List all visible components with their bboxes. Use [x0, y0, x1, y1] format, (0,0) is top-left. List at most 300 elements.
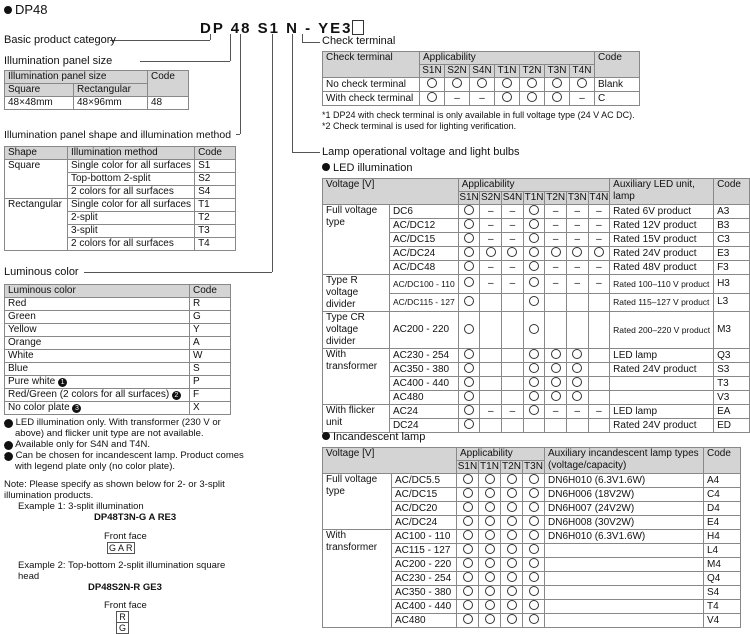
applicable-circle-icon [485, 558, 495, 568]
applicability-cell: – [502, 219, 524, 233]
applicable-circle-icon [551, 349, 561, 359]
table-cell: H3 [714, 275, 750, 294]
footnote-marker: 3 [4, 452, 13, 461]
connector-line [292, 34, 293, 152]
applicability-cell [501, 530, 523, 544]
table-cell: C3 [714, 233, 750, 247]
page-title: DP48 [4, 2, 48, 17]
applicability-cell [502, 391, 524, 405]
column-header: T1N [524, 192, 544, 203]
applicable-circle-icon [529, 233, 539, 243]
voltage-cell: AC200 - 220 [392, 558, 457, 572]
aux-cell [545, 614, 704, 628]
applicability-cell [545, 312, 567, 349]
aux-cell [545, 572, 704, 586]
applicable-circle-icon [551, 247, 561, 257]
header-cell: Check terminal [323, 52, 420, 78]
table-cell: S1 [195, 160, 236, 173]
applicability-cell [457, 502, 479, 516]
shape-cell: Square [5, 160, 68, 199]
applicability-cell [523, 544, 545, 558]
applicability-cell [588, 391, 610, 405]
column-header: T4N [589, 192, 609, 203]
applicability-cell [566, 419, 588, 433]
voltage-cell: DC24 [389, 419, 458, 433]
note-block [4, 479, 244, 634]
column-header: S1N [420, 65, 445, 78]
applicability-cell [470, 78, 495, 92]
applicability-cell [479, 488, 501, 502]
applicable-circle-icon [485, 600, 495, 610]
applicability-cell: – [502, 233, 524, 247]
applicability-cell: – [566, 261, 588, 275]
applicable-circle-icon [463, 600, 473, 610]
header-cell: Code [195, 147, 236, 160]
table-cell: X [190, 402, 231, 415]
footnote-text: Available only for S4N and T4N. [15, 439, 150, 450]
applicable-circle-icon [463, 572, 473, 582]
voltage-cell: DC6 [389, 205, 458, 219]
applicable-circle-icon [507, 600, 517, 610]
applicable-circle-icon [507, 572, 517, 582]
aux-cell [545, 558, 704, 572]
table-cell: F3 [714, 261, 750, 275]
applicability-cell [502, 293, 524, 312]
applicability-cell: – [480, 261, 502, 275]
table-cell: Q3 [714, 349, 750, 363]
table-cell: G [190, 311, 231, 324]
color-name: Yellow [8, 324, 37, 335]
applicable-circle-icon [464, 391, 474, 401]
voltage-cell: AC100 - 110 [392, 530, 457, 544]
applicable-circle-icon [464, 233, 474, 243]
applicable-circle-icon [572, 377, 582, 387]
table-cell: M4 [704, 558, 741, 572]
applicability-cell [520, 92, 545, 106]
applicable-circle-icon [529, 205, 539, 215]
applicability-cell [523, 391, 545, 405]
group-cell: With transformer [323, 530, 392, 628]
table-cell: H4 [704, 530, 741, 544]
example-1-code: DP48T3N-G A RE3 [94, 512, 177, 523]
table-row [5, 324, 231, 337]
front-face-box-2 [116, 611, 129, 634]
column-header: T3N [545, 65, 570, 78]
applicable-circle-icon [485, 544, 495, 554]
applicable-circle-icon [529, 572, 539, 582]
applicability-cell [545, 363, 567, 377]
header-cell: Shape [5, 147, 68, 160]
applicability-cell [523, 474, 545, 488]
applicable-circle-icon [529, 516, 539, 526]
applicability-cell [566, 391, 588, 405]
applicability-cell: – [566, 233, 588, 247]
connector-line [240, 34, 241, 134]
color-name: Red/Green (2 colors for all surfaces) [8, 389, 170, 400]
voltage-cell: AC115 - 127 [392, 544, 457, 558]
table-row [5, 199, 236, 212]
applicability-cell [502, 312, 524, 349]
applicable-circle-icon [529, 614, 539, 624]
table-row [5, 402, 231, 415]
applicable-circle-icon [464, 219, 474, 229]
front-face-label: Front face [104, 600, 147, 611]
table-row [5, 160, 236, 173]
color-cell [5, 376, 190, 389]
check-notes [322, 110, 635, 132]
applicability-cell [480, 419, 502, 433]
applicability-cell [480, 377, 502, 391]
applicability-cell [457, 586, 479, 600]
applicability-cell: – [566, 205, 588, 219]
table-cell: B3 [714, 219, 750, 233]
table-cell: A4 [704, 474, 741, 488]
applicability-cell [458, 312, 480, 349]
applicable-circle-icon [529, 349, 539, 359]
voltage-cell: AC24 [389, 405, 458, 419]
table-row [323, 349, 750, 363]
applicability-cell: – [480, 405, 502, 419]
applicability-cell [545, 293, 567, 312]
table-cell: 2-split [68, 212, 195, 225]
applicability-cell [545, 92, 570, 106]
applicability-cell: – [588, 205, 610, 219]
applicability-cell [501, 600, 523, 614]
table-cell: L3 [714, 293, 750, 312]
applicability-cell [479, 614, 501, 628]
applicable-circle-icon [485, 516, 495, 526]
voltage-label: Lamp operational voltage and light bulbs [322, 146, 520, 158]
applicability-cell [523, 219, 545, 233]
applicability-cell [523, 502, 545, 516]
color-name: Pure white [8, 376, 56, 387]
applicable-circle-icon [507, 474, 517, 484]
applicable-circle-icon [485, 474, 495, 484]
footnote-marker: 1 [4, 419, 13, 428]
applicable-circle-icon [529, 530, 539, 540]
table-row [5, 298, 231, 311]
applicability-cell [457, 488, 479, 502]
voltage-cell: AC/DC24 [389, 247, 458, 261]
applicability-cell [458, 205, 480, 219]
aux-cell: Rated 15V product [610, 233, 714, 247]
connector-line [292, 152, 320, 153]
applicability-cell [458, 219, 480, 233]
applicability-cell: – [480, 219, 502, 233]
applicability-cell: – [566, 219, 588, 233]
blank-code-box [352, 20, 364, 35]
applicable-circle-icon [552, 92, 562, 102]
applicable-circle-icon [507, 247, 517, 257]
applicability-cell: – [566, 405, 588, 419]
applicability-cell [480, 312, 502, 349]
applicable-circle-icon [551, 391, 561, 401]
applicable-circle-icon [463, 474, 473, 484]
table-row [323, 312, 750, 349]
check-note: *1 DP24 with check terminal is only available in full voltage type (24 V AC DC). [322, 110, 635, 120]
applicable-circle-icon [572, 391, 582, 401]
applicability-cell [570, 78, 595, 92]
applicable-circle-icon [502, 78, 512, 88]
header-cell: Auxiliary LED unit, lamp [610, 179, 714, 205]
table-cell: S [190, 363, 231, 376]
applicability-cell [457, 474, 479, 488]
luminous-label: Luminous color [4, 266, 79, 278]
applicable-circle-icon [427, 92, 437, 102]
applicable-circle-icon [486, 247, 496, 257]
applicable-circle-icon [552, 78, 562, 88]
applicability-cell [480, 391, 502, 405]
inc-table [322, 447, 741, 628]
footnote-marker: 1 [58, 378, 67, 387]
applicability-cell: – [545, 405, 567, 419]
table-row [5, 389, 231, 402]
voltage-cell: AC350 - 380 [389, 363, 458, 377]
footnote-text: Can be chosen for incandescent lamp. Product comes with legend plate only (no color plate). [15, 450, 244, 472]
aux-cell [545, 586, 704, 600]
applicability-cell [545, 391, 567, 405]
applicable-circle-icon [529, 363, 539, 373]
table-cell: S3 [714, 363, 750, 377]
voltage-cell: AC/DC20 [392, 502, 457, 516]
color-name: No color plate [8, 402, 70, 413]
applicability-cell [566, 377, 588, 391]
applicable-circle-icon [529, 558, 539, 568]
applicable-circle-icon [477, 78, 487, 88]
header-cell: Code [714, 179, 750, 205]
table-cell: T4 [704, 600, 741, 614]
column-header: S1N [457, 461, 478, 472]
face-bottom: G [118, 623, 126, 633]
applicability-cell [495, 78, 520, 92]
applicable-circle-icon [507, 544, 517, 554]
color-cell [5, 311, 190, 324]
applicability-cell [457, 544, 479, 558]
applicable-circle-icon [507, 488, 517, 498]
applicability-cell [501, 614, 523, 628]
applicability-cell [457, 614, 479, 628]
applicable-circle-icon [464, 296, 474, 306]
table-row [323, 405, 750, 419]
applicable-circle-icon [464, 363, 474, 373]
applicable-circle-icon [463, 502, 473, 512]
applicability-cell: – [566, 275, 588, 294]
table-row [5, 363, 231, 376]
check-table [322, 51, 640, 106]
table-row [323, 275, 750, 294]
header-cell: Voltage [V] [323, 179, 459, 205]
applicability-cell [479, 530, 501, 544]
table-cell: W [190, 350, 231, 363]
applicability-cell [502, 419, 524, 433]
applicability-cell: – [588, 261, 610, 275]
table-cell: Single color for all surfaces [68, 199, 195, 212]
table-cell: Top-bottom 2-split [68, 173, 195, 186]
applicable-circle-icon [464, 277, 474, 287]
applicability-cell [588, 419, 610, 433]
table-cell: D4 [704, 502, 741, 516]
footnote [1, 417, 244, 439]
applicable-circle-icon [464, 419, 474, 429]
applicability-cell [502, 349, 524, 363]
applicability-cell: – [545, 261, 567, 275]
voltage-cell: AC350 - 380 [392, 586, 457, 600]
group-cell: With flicker unit [323, 405, 390, 433]
color-cell [5, 363, 190, 376]
applicability-cell [523, 377, 545, 391]
aux-cell: Rated 24V product [610, 247, 714, 261]
applicability-cell [566, 293, 588, 312]
applicability-cell: – [480, 205, 502, 219]
aux-cell: DN6H010 (6.3V1.6W) [545, 530, 704, 544]
table-cell: Single color for all surfaces [68, 160, 195, 173]
applicability-cell [479, 558, 501, 572]
applicability-cell [523, 600, 545, 614]
aux-cell: Rated 115–127 V product [610, 293, 714, 312]
table-row [5, 337, 231, 350]
applicability-cell [457, 558, 479, 572]
table-cell: 48×96mm [74, 97, 148, 110]
applicability-cell [523, 558, 545, 572]
applicable-circle-icon [529, 391, 539, 401]
applicability-cell: – [480, 233, 502, 247]
table-cell: V4 [704, 614, 741, 628]
table-cell: 48×48mm [5, 97, 74, 110]
table-cell: No check terminal [323, 78, 420, 92]
footnote-marker: 2 [172, 391, 181, 400]
applicability-cell [523, 312, 545, 349]
applicability-cell [480, 363, 502, 377]
connector-line [302, 34, 303, 42]
voltage-cell: AC200 - 220 [389, 312, 458, 349]
aux-cell: Rated 24V product [610, 363, 714, 377]
voltage-cell: AC480 [392, 614, 457, 628]
applicability-cell [445, 78, 470, 92]
applicable-circle-icon [507, 530, 517, 540]
shape-cell: Rectangular [5, 199, 68, 251]
voltage-cell: AC480 [389, 391, 458, 405]
applicability-cell [458, 293, 480, 312]
applicability-cell [545, 78, 570, 92]
table-cell: ED [714, 419, 750, 433]
applicability-cell [545, 247, 567, 261]
aux-cell: DN6H006 (18V2W) [545, 488, 704, 502]
applicability-cell [458, 349, 480, 363]
face-top: R [119, 612, 126, 622]
applicability-cell [457, 600, 479, 614]
header-cell: Applicability [457, 448, 545, 461]
voltage-cell: AC/DC12 [389, 219, 458, 233]
aux-cell [610, 391, 714, 405]
applicability-cell [588, 312, 610, 349]
voltage-cell: AC/DC15 [389, 233, 458, 247]
header-cell: Rectangular [74, 84, 148, 97]
connector-line [236, 134, 240, 135]
applicability-cell [545, 377, 567, 391]
header-cell: Illumination method [68, 147, 195, 160]
table-cell: C4 [704, 488, 741, 502]
applicability-cell: – [545, 205, 567, 219]
applicability-cell [588, 363, 610, 377]
aux-cell: LED lamp [610, 349, 714, 363]
connector-line [140, 61, 230, 62]
applicable-circle-icon [529, 488, 539, 498]
applicability-cell [523, 363, 545, 377]
example-2-code: DP48S2N-R GE3 [88, 582, 162, 593]
applicability-cell: – [502, 275, 524, 294]
header-cell: Code [704, 448, 741, 474]
table-cell: EA [714, 405, 750, 419]
applicability-cell: – [445, 92, 470, 106]
table-cell: C [595, 92, 640, 106]
applicable-circle-icon [463, 544, 473, 554]
left-footnotes [1, 417, 244, 472]
table-cell: S4 [704, 586, 741, 600]
footnote [1, 450, 244, 472]
applicability-cell [523, 530, 545, 544]
applicable-circle-icon [529, 277, 539, 287]
column-header: S4N [502, 192, 523, 203]
applicability-cell [480, 349, 502, 363]
voltage-cell: AC/DC24 [392, 516, 457, 530]
applicability-cell [458, 405, 480, 419]
table-cell: A3 [714, 205, 750, 219]
applicability-cell [566, 312, 588, 349]
applicable-circle-icon [485, 530, 495, 540]
color-name: Red [8, 298, 27, 309]
applicability-cell [545, 349, 567, 363]
applicability-cell [457, 572, 479, 586]
table-cell: With check terminal [323, 92, 420, 106]
connector-line [210, 34, 211, 40]
applicability-cell [523, 572, 545, 586]
applicability-cell [523, 349, 545, 363]
group-cell: Type CR voltage divider [323, 312, 390, 349]
header-cell: Applicability [420, 52, 595, 65]
applicability-cell [458, 377, 480, 391]
applicable-circle-icon [527, 78, 537, 88]
applicable-circle-icon [464, 205, 474, 215]
applicability-cell [479, 586, 501, 600]
applicability-cell [479, 600, 501, 614]
applicable-circle-icon [507, 586, 517, 596]
table-cell: T2 [195, 212, 236, 225]
group-cell: Type R voltage divider [323, 275, 390, 312]
aux-cell [545, 600, 704, 614]
applicability-cell: – [545, 233, 567, 247]
applicability-cell [520, 78, 545, 92]
applicability-cell [566, 247, 588, 261]
applicability-cell [501, 572, 523, 586]
panel-size-table [4, 70, 189, 110]
applicable-circle-icon [529, 474, 539, 484]
applicability-cell [566, 349, 588, 363]
aux-cell: Rated 24V product [610, 419, 714, 433]
column-header: S2N [481, 192, 501, 203]
header-cell: Code [595, 52, 640, 78]
applicability-cell [566, 363, 588, 377]
applicability-cell [502, 377, 524, 391]
column-header: T3N [567, 192, 587, 203]
footnote-marker: 2 [4, 441, 13, 450]
applicability-cell: – [545, 219, 567, 233]
applicable-circle-icon [529, 324, 539, 334]
applicable-circle-icon [529, 247, 539, 257]
table-cell: Y [190, 324, 231, 337]
front-face-box: G A R [109, 543, 133, 553]
applicable-circle-icon [463, 530, 473, 540]
column-header: T2N [546, 192, 566, 203]
